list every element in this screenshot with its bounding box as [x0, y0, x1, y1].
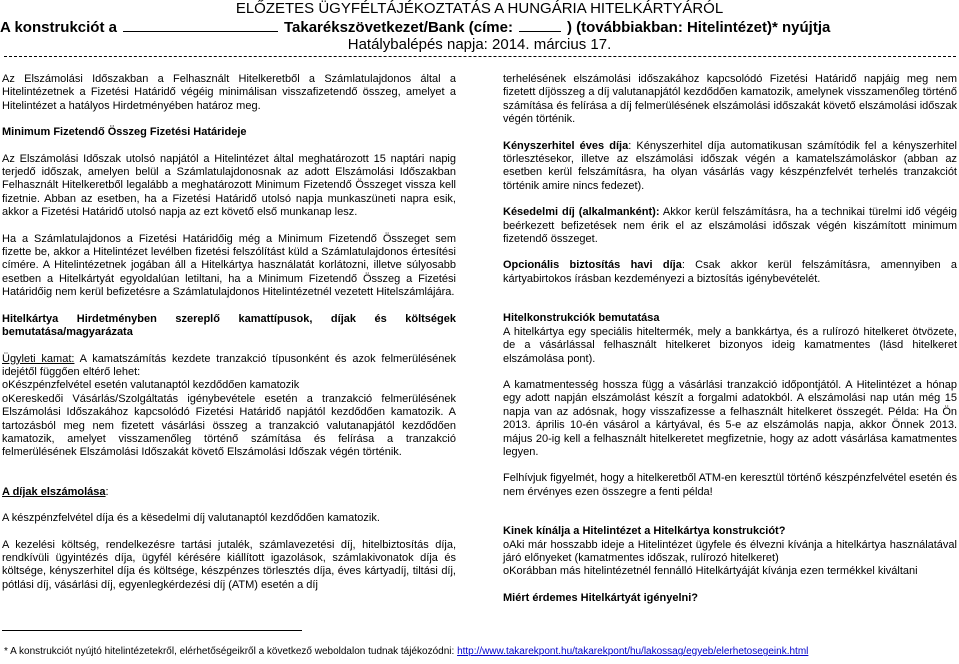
section-heading: Miért érdemes Hitelkártyát igényelni?: [503, 591, 699, 604]
provider-line-middle: Takarékszövetkezet/Bank (címe:: [283, 19, 513, 36]
heading-colon: :: [105, 485, 109, 498]
paragraph: terhelésének elszámolási időszakához kapcsolódó Fizetési Határidő napjáig meg nem fizetett díjösszeg a díj valutanapjától kezdődően kamatozik, amelynek visszamenőleg történő számítása és felírása a díj felmerülésének elszámolási időszakát követő elszámolási időszak végén történik.: [503, 73, 957, 126]
provider-name-blank: [123, 17, 278, 32]
paragraph-text: : Csak akkor kerül felszámításra, amennyiben a kártyabirtokos írásban kezdeményezi a biztosítás igénybevételét.: [503, 259, 957, 285]
paragraph: Az Elszámolási Időszakban a Felhasznált Hitelkeretből a Számlatulajdonos által a Hitelintézetnek a Fizetési Határidő végéig minimálisan visszafizetendő összeg, amelyet a Hitelintézet a hatályos Hirdetményében határoz meg.: [2, 73, 456, 112]
footnote: [4, 645, 959, 658]
list-item: oKorábban más hitelintézetnél fennálló Hitelkártyáját kívánja ezen termékkel kiváltani: [503, 565, 918, 578]
provider-line-start: A konstrukciót a: [0, 19, 117, 36]
contacts-link[interactable]: http://www.takarekpont.hu/takarekpont/hu/lakossag/egyeb/elerhetosegeink.html: [457, 646, 809, 657]
paragraph: A hitelkártya egy speciális hiteltermék, mely a bankkártya, és a rulírozó hitelkeret ötvözete, de a vásárlással felhasznált hitelkeret bizonyos ideig kamatmentes (lásd hitelkeret elszámolása pont).: [503, 325, 957, 365]
dashed-divider: [4, 56, 956, 57]
paragraph: [503, 140, 957, 194]
section-heading: Hitelkártya Hirdetményben szereplő kamattípusok, díjak és költségek bemutatása/magyarázata: [2, 312, 456, 339]
paragraph: A kezelési költség, rendelkezésre tartási jutalék, számlavezetési díj, hitelbiztosítás díja, rendkívüli ügyintézés díja, ügyfél kérésére kiállított igazolások, számlakivonatok díja és költsége, kényszerhitel díja és költsége, készpénzes törlesztés díja, éves kártyadíj, tiltási díj, pótlási díj, vásárlási díj, egyenlegkérdezési díj (ATM) esetén a díj: [2, 538, 456, 591]
section-heading-text: A díjak elszámolása: [2, 485, 106, 498]
paragraph: [503, 206, 957, 246]
paragraph-text: Akkor kerül felszámításra, ha a technikai türelmi idő végéig beérkezett befizetések nem érik el az elszámolási időszak végén kiszámított minimum fizetendő összeget.: [503, 206, 957, 246]
term-label: Késedelmi díj (alkalmanként):: [503, 206, 660, 219]
document-title: ELŐZETES ÜGYFÉLTÁJÉKOZTATÁS A HUNGÁRIA HITELKÁRTYÁRÓL: [235, 0, 724, 17]
left-column: [2, 73, 456, 592]
section-heading: Kinek kínálja a Hitelintézet a Hitelkártya konstrukciót?: [503, 525, 786, 538]
effective-date: Hatálybalépés napja: 2014. március 17.: [347, 36, 612, 53]
list-item: oKereskedői Vásárlás/Szolgáltatás igénybevétele esetén a tranzakció felmerülésének Elszámolási Időszakához kapcsolódó Fizetési Határidő napjától kezdődően kamatozik. A tartozásból meg nem fizetett vásárlási összeg a tranzakció valutanapjától kezdődően kamatozik, amelyet visszamenőleg történő számítása és felírása a tranzakció felmerülésének Elszámolási Időszakát követő Elszámolási Időszak végén történik.: [2, 392, 456, 459]
paragraph: A készpénzfelvétel díja és a kësedelmi díj valutanaptól kezdődően kamatozik.: [2, 512, 380, 525]
section-heading: [2, 486, 456, 499]
term-label: Ügyleti kamat:: [2, 352, 75, 365]
paragraph-text: A kamatszámítás kezdete tranzakció típusonként és azok felmerülésének idejétől függően eltérő lehet:: [2, 352, 456, 378]
paragraph: A kamatmentesség hossza függ a vásárlási tranzakció időpontjától. A Hitelintézet a hónap egy adott napján elszámolást készít a forgalmi adatokból. A elszámolási nap után még 15 napja van az adósnak, hogy visszafizesse a felhasznált hitelkeret összegét. Példa: Ha Ön 2013. április 10-én vásárol a kártyával, és 5-e az elszámolás napja, akkor Önnek 2013. május 20-ig kell a felhasznált hitelkeretet megfizetnie, hogy az adott vásárlása kamatmentes legyen.: [503, 378, 957, 458]
provider-line-end: ) (továbbiakban: Hitelintézet)* nyújtja: [566, 19, 831, 36]
provider-address-blank: [519, 17, 561, 32]
section-heading: Hitelkonstrukciók bemutatása: [503, 312, 660, 325]
list-item: oAki már hosszabb ideje a Hitelintézet ügyfele és élvezni kívánja a hitelkártya használatával járó előnyeket (kamatmentes időszak, rulírozó hitelkeret): [503, 538, 957, 564]
paragraph: Az Elszámolási Időszak utolsó napjától a Hitelintézet által meghatározott 15 naptári napig terjedő időszak, amelyen belül a Számlatulajdonosnak az adott Elszámolási Időszakban Felhasznált Hitelkeretből legalább a meghatározott Minimum Fizetendő Összeget vissza kell fizetnie. Abban az esetben, ha a Fizetési Határidő utolsó napja munkaszüneti napra esik, akkor a Fizetési Határidő utolsó napja az ezt követő első munkanap lesz.: [2, 152, 456, 219]
paragraph: [2, 353, 456, 380]
paragraph: Felhívjuk figyelmét, hogy a hitelkeretből ATM-en keresztül történő készpénzfelvétel esetén és nem érvényes ezen összegre a fenti példa!: [503, 472, 957, 498]
term-label: Kényszerhitel éves díja: [503, 139, 629, 152]
footnote-rule: [2, 630, 302, 631]
term-label: Opcionális biztosítás havi díja: [503, 259, 682, 272]
paragraph: [503, 259, 957, 286]
section-heading: Minimum Fizetendő Összeg Fizetési Határideje: [2, 126, 247, 139]
provider-line: [0, 17, 959, 37]
footnote-text: * A konstrukciót nyújtó hitelintézetekről, elérhetőségeikről a következő weboldalon tudnak tájékozódni:: [4, 646, 458, 657]
list-item: oKészpénzfelvétel esetén valutanaptól kezdődően kamatozik: [2, 379, 300, 392]
paragraph-text: : Kényszerhitel díja automatikusan számítódik fel a kényszerhitel törlesztésekor, illetve az elszámolási időszak végén a kamatelszámoláskor (abban az esetben kerül felszámításra, ha olyan vásárlás vagy készpénzfelvét terhelés tranzakciót történik amire nincs fedezet).: [503, 139, 958, 192]
paragraph: Ha a Számlatulajdonos a Fizetési Határidőig még a Minimum Fizetendő Összeget sem fizette be, akkor a Hitelintézet levélben fizetési felszólítást küld a Számlatulajdonos értesítési címére. A Hitelintézetnek jogában áll a Hitelkártya használatát korlátozni, illetve súlyosabb esetben a Hitelkártyát egyoldalúan letiltani, ha a Minimum Fizetendő Összeg a Fizetési Határidőig nem kerül befizetésre a Számlatulajdonos Hitelintézetnél vezetett Hitelszámlájára.: [2, 232, 456, 299]
right-column: [503, 73, 957, 605]
